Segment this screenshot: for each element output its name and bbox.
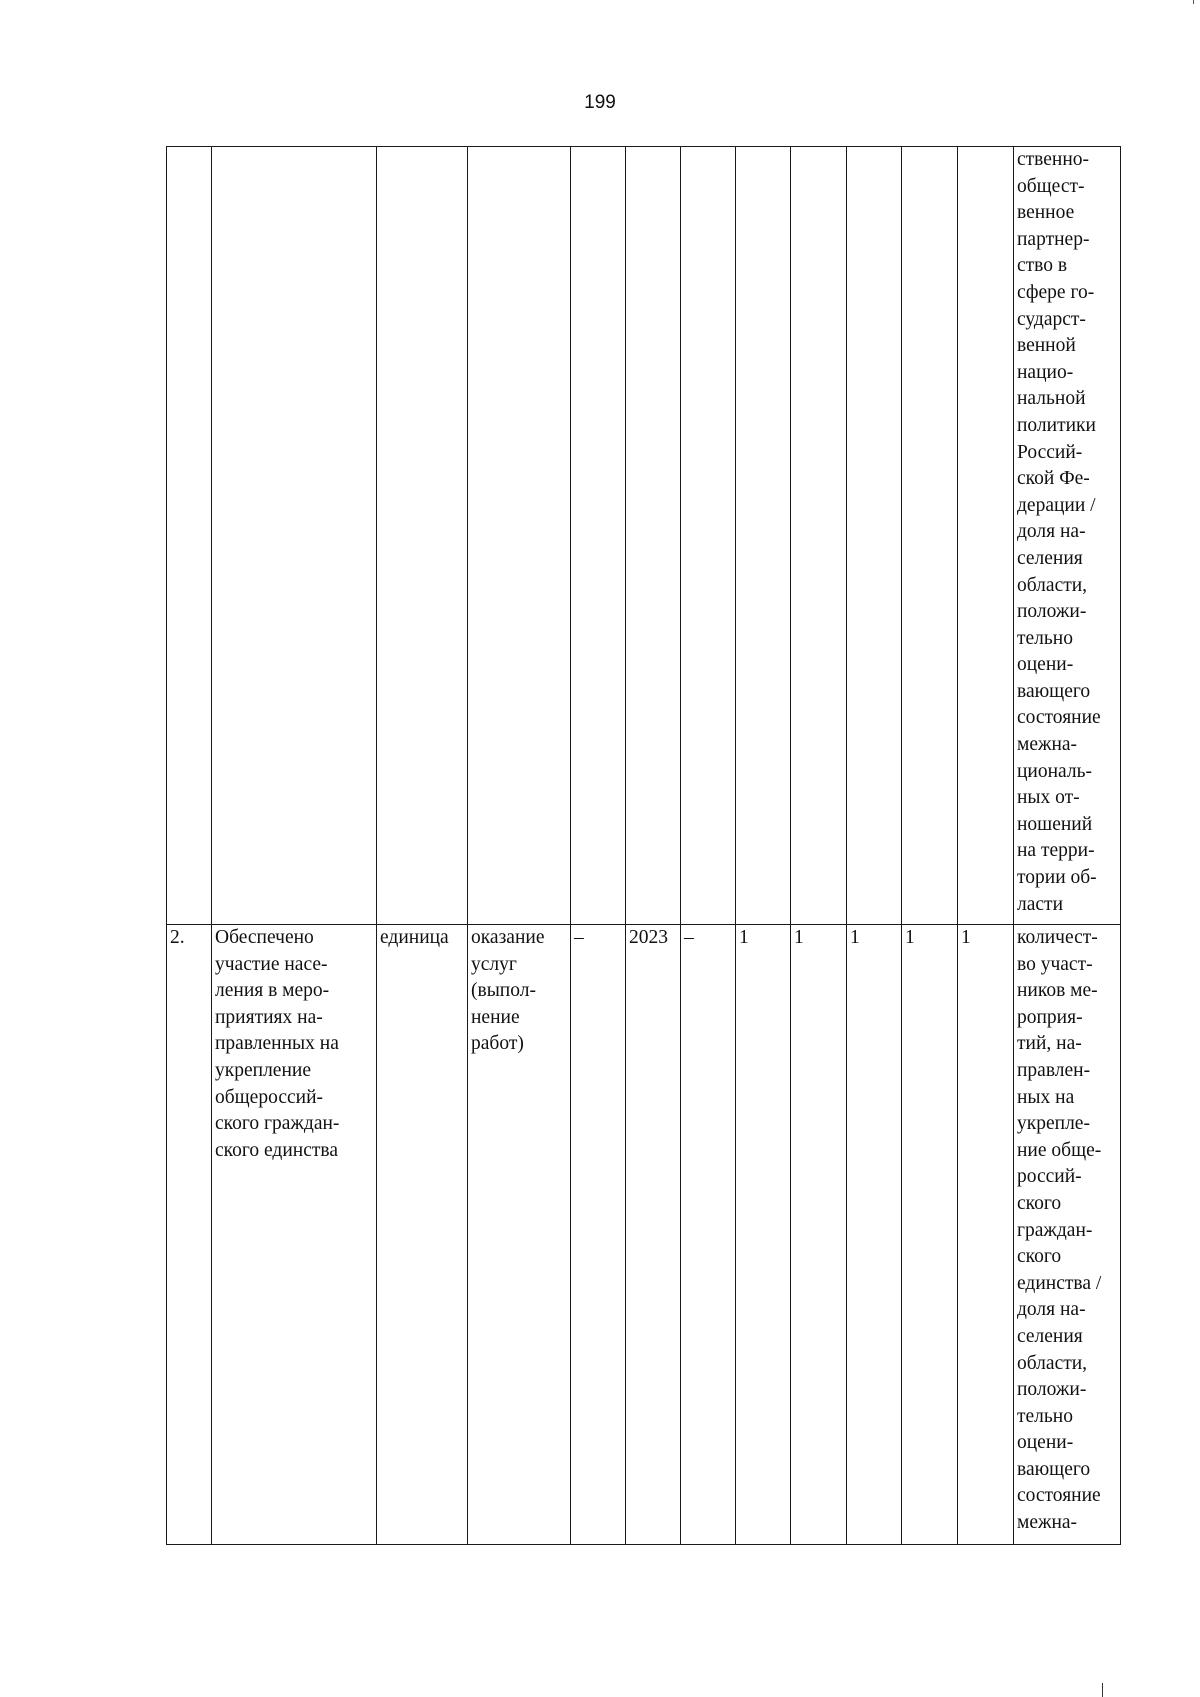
scan-edge-mark [1102,1683,1103,1697]
cell-value-2 [736,147,791,925]
cell-value-4 [847,147,902,925]
cell-number [167,147,212,925]
cell-value-3: 1 [791,925,847,1545]
cell-value-1 [681,147,736,925]
table-row-continuation [167,147,1121,925]
cell-base-value: – [571,925,626,1545]
cell-value-5 [902,147,958,925]
cell-base-year [626,147,681,925]
cell-value-2: 1 [736,925,791,1545]
page-number: 199 [584,92,616,113]
scan-edge-mark [1193,0,1194,4]
indicators-table [166,146,1121,1545]
cell-value-1: – [681,925,736,1545]
cell-unit [377,147,468,925]
cell-base-year: 2023 [626,925,681,1545]
cell-value-6: 1 [958,925,1014,1545]
cell-value-3 [791,147,847,925]
cell-value-4: 1 [847,925,902,1545]
cell-number: 2. [167,925,212,1545]
cell-value-5: 1 [902,925,958,1545]
cell-type [468,147,571,925]
cell-unit: единица [377,925,468,1545]
cell-result-name: Обеспечено участие насе- ления в меро- приятиях на- правленных на укрепление общероссий- ского граждан- ского единства [212,925,377,1545]
cell-base-value [571,147,626,925]
cell-type: оказание услуг (выпол- нение работ) [468,925,571,1545]
cell-method: ственно- общест- венное партнер- ство в сфере го- сударст- венной нацио- нальной политики Россий- ской Фе- дерации / доля на- селения области, положи- тельно оцени- вающего состояние межна- циональ- ных от- ношений на терри- тории об- ласти [1014,147,1121,925]
cell-method: количест- во участ- ников ме- роприя- тий, на- правлен- ных на укрепле- ние обще- россий- ского граждан- ского единства / доля на- селения области, положи- тельно оцени- вающего состояние межна- [1014,925,1121,1545]
table-row-2 [167,925,1121,1545]
cell-value-6 [958,147,1014,925]
cell-result-name [212,147,377,925]
